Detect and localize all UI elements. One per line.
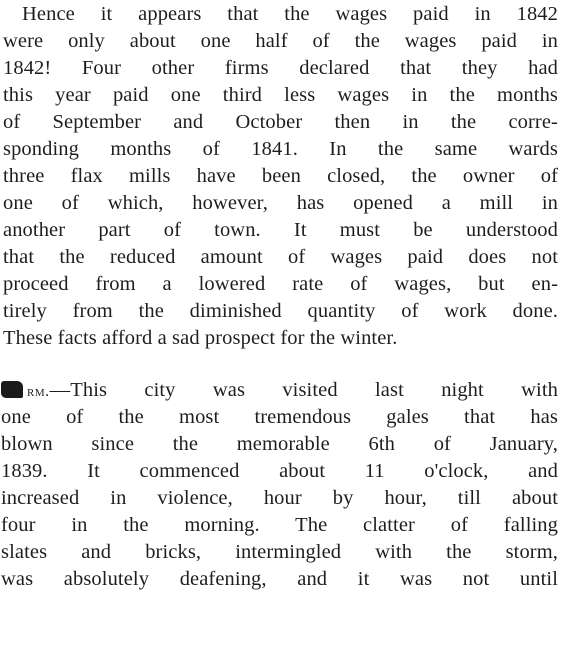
text-line: of September and October then in the corre-	[3, 111, 558, 133]
text-line: three flax mills have been closed, the owner of	[3, 165, 558, 187]
text-line-rest: —This city was visited last night with	[49, 379, 558, 401]
text-line: another part of town. It must be understood	[3, 219, 558, 241]
text-line: 1842! Four other firms declared that they had	[3, 57, 558, 79]
text-line: increased in violence, hour by hour, till about	[1, 487, 558, 509]
text-line: four in the morning. The clatter of falling	[1, 514, 558, 536]
text-line: tirely from the diminished quantity of work done.	[3, 300, 558, 322]
text-line: Hence it appears that the wages paid in 1842	[22, 3, 558, 25]
storm-heading: rm.	[27, 383, 50, 400]
text-line: was absolutely deafening, and it was not until	[1, 568, 558, 590]
ink-blot-icon	[1, 381, 23, 398]
text-line: sponding months of 1841. In the same wards	[3, 138, 558, 160]
text-line: These facts afford a sad prospect for the winter.	[3, 327, 398, 349]
text-line: slates and bricks, intermingled with the storm,	[1, 541, 558, 563]
text-line: proceed from a lowered rate of wages, but en-	[3, 273, 558, 295]
text-line: 1839. It commenced about 11 o'clock, and	[1, 460, 558, 482]
text-line: that the reduced amount of wages paid does not	[3, 246, 558, 268]
text-line: this year paid one third less wages in the months	[3, 84, 558, 106]
text-line: one of the most tremendous gales that has	[1, 406, 558, 428]
text-line: one of which, however, has opened a mill in	[3, 192, 558, 214]
text-line	[1, 378, 558, 402]
text-line: were only about one half of the wages paid in	[3, 30, 558, 52]
text-line: blown since the memorable 6th of January,	[1, 433, 558, 455]
